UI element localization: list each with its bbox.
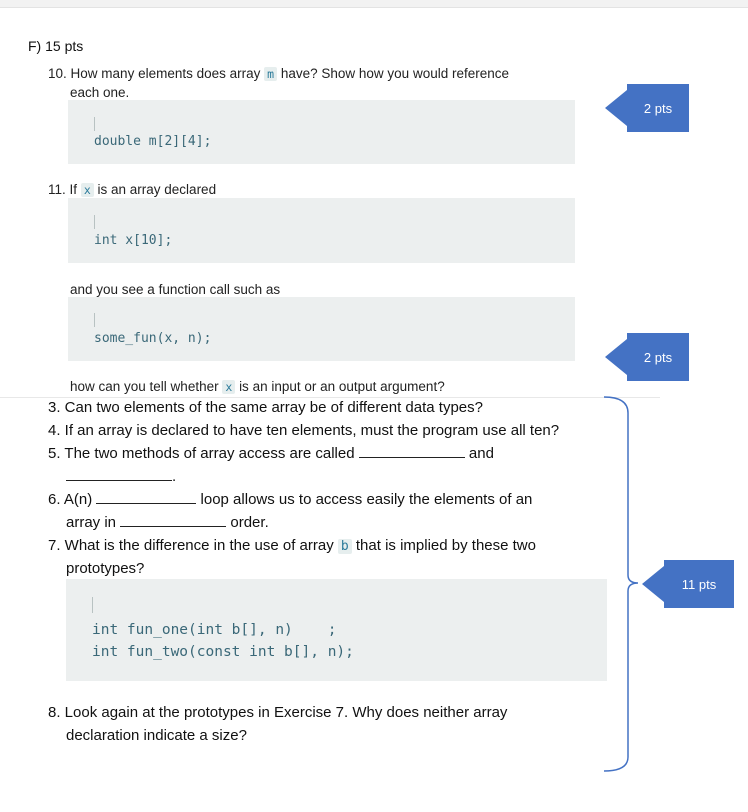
question-6-cont xyxy=(66,511,269,534)
question-7 xyxy=(48,534,536,558)
code-cursor xyxy=(92,597,93,613)
points-label: 2 pts xyxy=(627,84,689,132)
points-callout-1 xyxy=(605,84,689,132)
points-label: 11 pts xyxy=(664,560,734,608)
code-cursor xyxy=(94,117,95,131)
q5-end: . xyxy=(172,468,177,485)
points-label: 2 pts xyxy=(627,333,689,381)
q11-text-b: is an array declared xyxy=(97,182,217,197)
q11-code-var: x xyxy=(81,183,94,197)
q11-text xyxy=(48,180,216,200)
q10-number: 10. xyxy=(48,66,67,81)
q6-text-d: order. xyxy=(230,514,269,531)
q10-text-line2: each one. xyxy=(70,85,130,100)
question-8: 8. Look again at the prototypes in Exercise 7. Why does neither array xyxy=(48,704,508,721)
q11-code-block-1 xyxy=(68,198,575,263)
q7-code-var: b xyxy=(338,539,352,554)
q7-code-block xyxy=(66,579,607,681)
question-8-cont: declaration indicate a size? xyxy=(66,727,247,744)
question-4: 4. If an array is declared to have ten elements, must the program use all ten? xyxy=(48,422,560,439)
arrow-left-icon xyxy=(605,84,627,132)
q11-end-text xyxy=(70,377,445,397)
arrow-left-icon xyxy=(605,333,627,381)
q10-text-b: have? Show how you would reference xyxy=(280,66,510,81)
code-cursor xyxy=(94,313,95,327)
q10-code: double m[2][4]; xyxy=(94,134,212,149)
q10-code-var: m xyxy=(264,67,277,81)
q11-code-block-2 xyxy=(68,297,575,361)
q11-number: 11. xyxy=(48,182,66,197)
q7-code-line-1: int fun_one(int b[], n) ; xyxy=(92,622,337,638)
code-cursor xyxy=(94,215,95,229)
answer-blank[interactable] xyxy=(120,511,226,527)
q7-text-a: 7. What is the difference in the use of array xyxy=(48,537,334,554)
question-7-cont: prototypes? xyxy=(66,560,145,577)
q5-text-b: and xyxy=(468,445,494,462)
answer-blank[interactable] xyxy=(66,465,172,481)
arrow-left-icon xyxy=(642,560,664,608)
section-heading: F) 15 pts xyxy=(28,38,84,54)
answer-blank[interactable] xyxy=(96,488,196,504)
q11-end-b: is an input or an output argument? xyxy=(239,379,445,394)
question-5 xyxy=(48,442,494,465)
q10-code-block xyxy=(68,100,575,164)
points-callout-2 xyxy=(605,333,689,381)
q11-middle-text: and you see a function call such as xyxy=(70,282,281,297)
q10-text xyxy=(48,64,509,84)
q11-code-2: some_fun(x, n); xyxy=(94,331,212,346)
q11-end-a: how can you tell whether xyxy=(70,379,219,394)
q7-code-line-2: int fun_two(const int b[], n); xyxy=(92,644,354,660)
q11-text-a: If xyxy=(69,182,78,197)
top-rule xyxy=(0,0,748,8)
question-6 xyxy=(48,488,532,511)
q6-text-c: array in xyxy=(66,514,117,531)
q11-code-1: int x[10]; xyxy=(94,233,173,248)
question-3: 3. Can two elements of the same array be of different data types? xyxy=(48,399,483,416)
q7-text-b: that is implied by these two xyxy=(355,537,536,554)
grouping-bracket xyxy=(600,395,640,775)
q10-text-a: How many elements does array xyxy=(70,66,261,81)
q11-end-var: x xyxy=(222,380,235,394)
q6-text-b: loop allows us to access easily the elements of an xyxy=(200,491,533,508)
points-callout-3 xyxy=(642,560,734,608)
answer-blank[interactable] xyxy=(359,442,465,458)
question-5-cont xyxy=(66,465,176,488)
q6-text-a: 6. A(n) xyxy=(48,491,93,508)
q5-text-a: 5. The two methods of array access are called xyxy=(48,445,355,462)
